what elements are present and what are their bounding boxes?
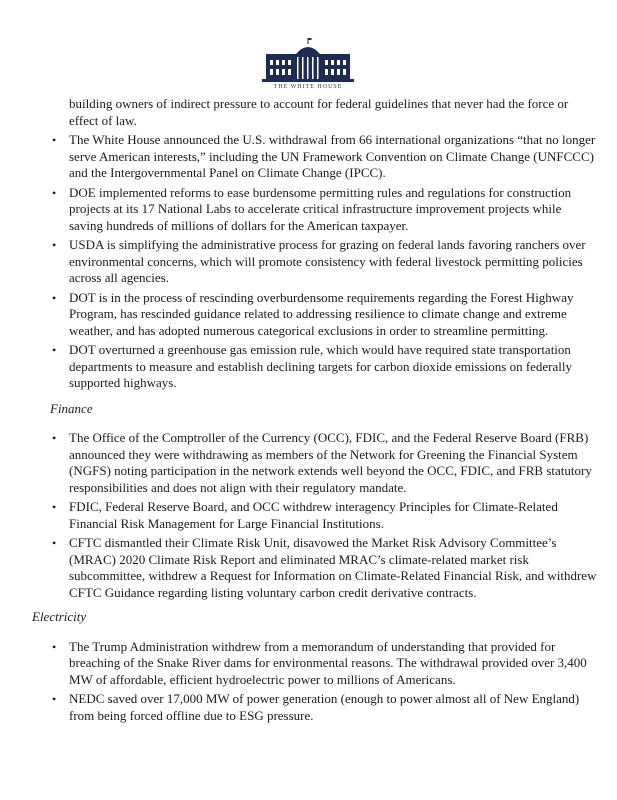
list-item: • CFTC dismantled their Climate Risk Unit, disavowed the Market Risk Advisory Committee’s (MRAC) 2020 Climate Risk Report and eliminated MRAC’s climate-related market risk subcommittee, withdrew a Request for Information on Climate-Related Financial Risk, and withdrew CFTC Guidance regarding listing voluntary carbon credit derivative contracts. xyxy=(52,535,597,600)
bullet-icon: • xyxy=(52,238,57,252)
list-item: • DOT overturned a greenhouse gas emission rule, which would have required state transportation departments to measure and establish declining targets for carbon dioxide emissions on federally supported highways. xyxy=(52,342,573,390)
list-item: • The Trump Administration withdrew from a memorandum of understanding that provided for breaching of the Snake River dams for environmental reasons. The withdrawal provided over 3,400 MW of affordable, efficient hydroelectric power to millions of Americans. xyxy=(52,638,587,687)
list-item: • FDIC, Federal Reserve Board, and OCC withdrew interagency Principles for Climate-Related Financial Risk Management for Large Financial Institutions. xyxy=(52,499,558,531)
list-item: • DOE implemented reforms to ease burdensome permitting rules and regulations for construction projects at its 17 National Labs to accelerate critical infrastructure improvement projects while saving hundreds of millions of dollars for the American taxpayer. xyxy=(52,184,572,233)
electricity-list xyxy=(0,639,617,725)
list-item: • The White House announced the U.S. withdrawal from 66 international organizations “that no longer serve American interests,” including the UN Framework Convention on Climate Change (UNFCCC) and the Intergovernmental Panel on Climate Change (IPCC). xyxy=(52,132,596,180)
section-heading-finance: Finance xyxy=(50,400,93,416)
bullet-icon: • xyxy=(52,692,57,706)
bullet-icon: • xyxy=(52,500,57,514)
bullet-icon: • xyxy=(52,536,57,550)
list-item: • DOT is in the process of rescinding overburdensome requirements regarding the Forest Highway Program, has rescinded guidance related to addressing resilience to climate change and extreme weather, and has adopted numerous categorical exclusions in order to streamline permitting. xyxy=(52,289,574,338)
bullet-icon: • xyxy=(52,343,57,357)
list-item: • The Office of the Comptroller of the Currency (OCC), FDIC, and the Federal Reserve Board (FRB) announced they were withdrawing as members of the Network for Greening the Financial System (NGFS) noting participation in the network extends well beyond the OCC, FDIC, and FRB statutory responsibilities and does not align with their regulatory mandate. xyxy=(52,430,592,495)
white-house-building-icon xyxy=(258,36,358,84)
policy-list xyxy=(0,132,617,392)
list-item: • USDA is simplifying the administrative process for grazing on federal lands favoring ranchers over environmental concerns, which will promote consistency with federal livestock permitting policies across all agencies. xyxy=(52,237,586,285)
section-heading-electricity: Electricity xyxy=(32,609,87,624)
continuation-paragraph: building owners of indirect pressure to account for federal guidelines that never had the force or effect of law. xyxy=(69,96,569,128)
white-house-logo xyxy=(258,36,358,96)
bullet-icon: • xyxy=(52,639,57,654)
bullet-icon: • xyxy=(52,290,57,305)
document-body xyxy=(0,96,617,727)
list-item: • NEDC saved over 17,000 MW of power generation (enough to power almost all of New England) from being forced offline due to ESG pressure. xyxy=(52,691,580,723)
bullet-icon: • xyxy=(52,185,57,200)
bullet-icon: • xyxy=(52,133,57,147)
logo-text: THE WHITE HOUSE xyxy=(273,84,343,90)
bullet-icon: • xyxy=(52,431,57,445)
finance-list xyxy=(0,430,617,601)
